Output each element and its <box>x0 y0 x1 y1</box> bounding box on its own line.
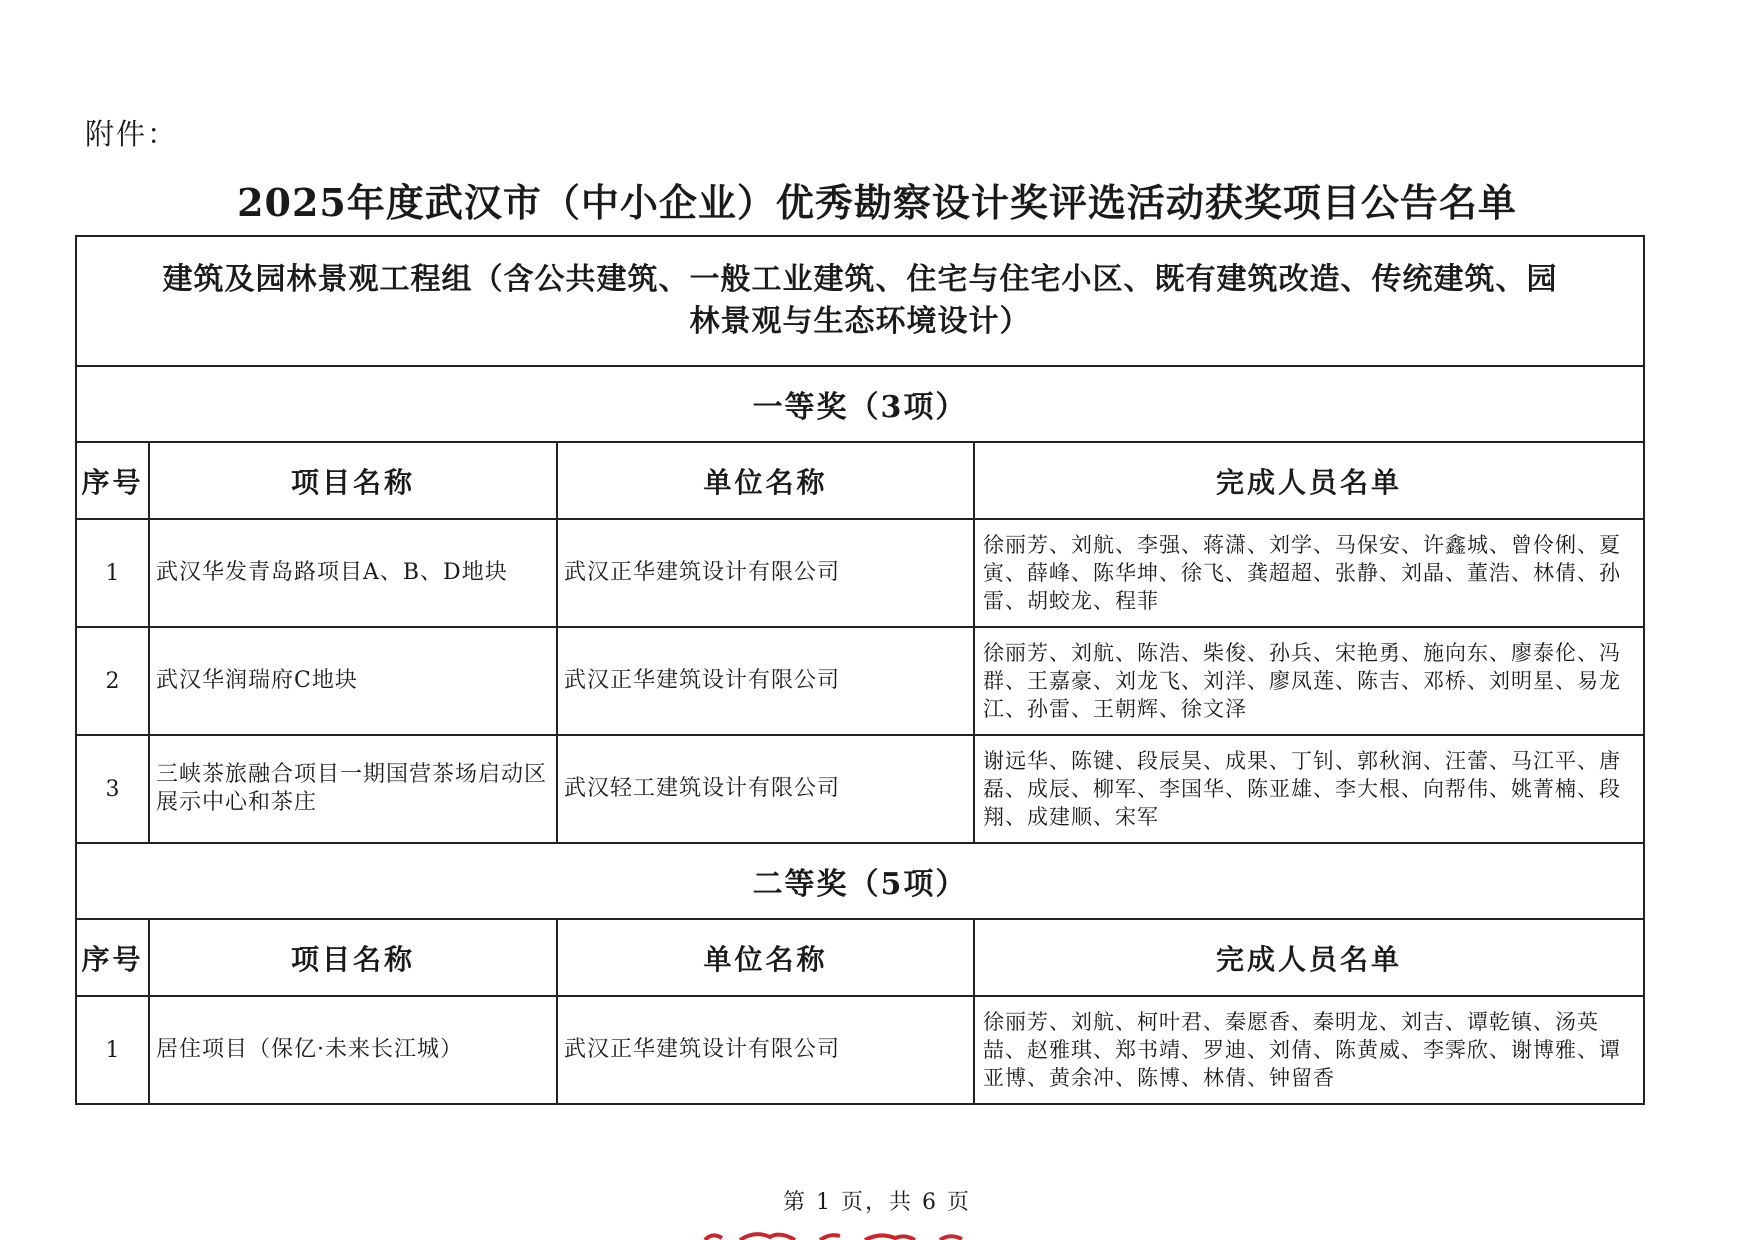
row-project: 武汉华润瑞府C地块 <box>149 627 557 735</box>
row-members: 徐丽芳、刘航、陈浩、柴俊、孙兵、宋艳勇、施向东、廖泰伦、冯群、王嘉豪、刘龙飞、刘洋、廖凤莲、陈吉、邓桥、刘明星、易龙江、孙雷、王朝辉、徐文泽 <box>974 627 1644 735</box>
attachment-label: 附件： <box>85 117 179 151</box>
second-prize-heading: 二等奖（5项） <box>76 843 1644 919</box>
row-unit: 武汉正华建筑设计有限公司 <box>557 627 974 735</box>
row-index: 2 <box>76 627 149 735</box>
document-title: 2025年度武汉市（中小企业）优秀勘察设计奖评选活动获奖项目公告名单 <box>237 180 1517 225</box>
header-members: 完成人员名单 <box>974 919 1644 996</box>
page-number-footer: 第 1 页，共 6 页 <box>783 1190 971 1215</box>
table-row <box>76 735 1644 843</box>
row-index: 1 <box>76 519 149 627</box>
table-header-row <box>76 919 1644 996</box>
header-project: 项目名称 <box>149 919 557 996</box>
red-seal-fragment <box>700 1228 970 1240</box>
header-unit: 单位名称 <box>557 442 974 519</box>
header-project: 项目名称 <box>149 442 557 519</box>
row-project: 武汉华发青岛路项目A、B、D地块 <box>149 519 557 627</box>
row-project: 居住项目（保亿·未来长江城） <box>149 996 557 1104</box>
row-members: 谢远华、陈键、段辰昊、成果、丁钊、郭秋润、汪蕾、马江平、唐磊、成辰、柳军、李国华、陈亚雄、李大根、向帮伟、姚菁楠、段翔、成建顺、宋军 <box>974 735 1644 843</box>
group-heading-line1: 建筑及园林景观工程组（含公共建筑、一般工业建筑、住宅与住宅小区、既有建筑改造、传统建筑、园 <box>162 262 1558 297</box>
table-header-row <box>76 442 1644 519</box>
row-members: 徐丽芳、刘航、柯叶君、秦愿香、秦明龙、刘吉、谭乾镇、汤英喆、赵雅琪、郑书靖、罗迪、刘倩、陈黄威、李霁欣、谢博雅、谭亚博、黄余冲、陈博、林倩、钟留香 <box>974 996 1644 1104</box>
header-members: 完成人员名单 <box>974 442 1644 519</box>
row-unit: 武汉轻工建筑设计有限公司 <box>557 735 974 843</box>
row-index: 3 <box>76 735 149 843</box>
row-unit: 武汉正华建筑设计有限公司 <box>557 996 974 1104</box>
table-row <box>76 996 1644 1104</box>
header-index: 序号 <box>76 442 149 519</box>
group-heading-line2: 林景观与生态环境设计） <box>689 304 1031 339</box>
header-index: 序号 <box>76 919 149 996</box>
row-project: 三峡茶旅融合项目一期国营茶场启动区展示中心和茶庄 <box>149 735 557 843</box>
first-prize-heading: 一等奖（3项） <box>76 366 1644 442</box>
row-index: 1 <box>76 996 149 1104</box>
award-table <box>75 235 1645 1105</box>
table-row <box>76 519 1644 627</box>
row-members: 徐丽芳、刘航、李强、蒋潇、刘学、马保安、许鑫城、曾伶俐、夏寅、薛峰、陈华坤、徐飞、龚超超、张静、刘晶、董浩、林倩、孙雷、胡蛟龙、程菲 <box>974 519 1644 627</box>
group-heading <box>76 236 1644 366</box>
table-row <box>76 627 1644 735</box>
header-unit: 单位名称 <box>557 919 974 996</box>
row-unit: 武汉正华建筑设计有限公司 <box>557 519 974 627</box>
